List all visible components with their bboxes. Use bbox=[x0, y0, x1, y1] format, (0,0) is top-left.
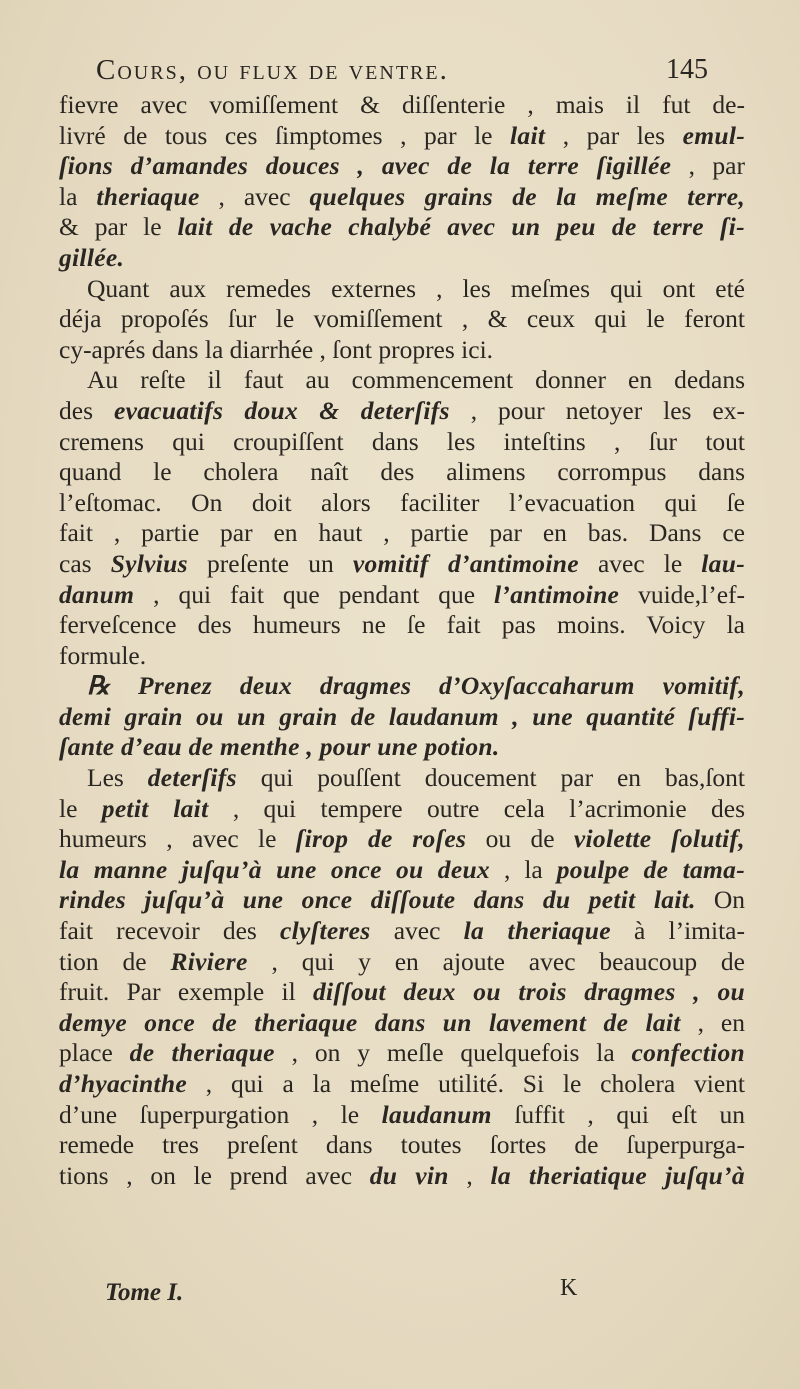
italic-text-run: deterſifs bbox=[147, 763, 237, 793]
text-line bbox=[59, 243, 745, 274]
text-run: d’une ſuperpurgation , le bbox=[59, 1099, 382, 1129]
text-run: avec le bbox=[578, 548, 702, 578]
text-line bbox=[59, 90, 745, 121]
italic-text-run: clyſteres bbox=[280, 916, 371, 946]
text-line bbox=[59, 610, 745, 641]
text-line bbox=[59, 1008, 745, 1039]
text-run: Les bbox=[87, 763, 148, 793]
italic-text-run: la theriaque bbox=[463, 916, 611, 946]
text-run: quand le cholera naît des alimens corrompus dans bbox=[59, 457, 745, 487]
text-line bbox=[59, 855, 745, 886]
body-text bbox=[59, 90, 745, 1191]
signature-mark: K bbox=[560, 1275, 578, 1301]
text-line bbox=[59, 365, 745, 396]
text-run: fruit. Par exemple il bbox=[59, 977, 313, 1007]
italic-text-run: ſante d’eau de menthe , pour une potion. bbox=[59, 732, 500, 762]
text-run: On bbox=[695, 885, 745, 915]
text-line bbox=[59, 580, 745, 611]
text-run: fievre avec vomiſſement & diſſenterie , mais il fut de- bbox=[59, 90, 745, 119]
text-run: , bbox=[448, 1160, 491, 1190]
text-line bbox=[59, 274, 745, 305]
text-run: humeurs , avec le bbox=[59, 824, 296, 854]
text-run: , qui a la meſme utilité. Si le cholera vient bbox=[186, 1069, 745, 1098]
text-run: des bbox=[59, 395, 114, 425]
text-run: & par le bbox=[59, 212, 178, 242]
italic-text-run: demye once de theriaque dans un lavement de lait bbox=[59, 1007, 681, 1037]
italic-text-run: la theriatique juſqu’à bbox=[490, 1160, 745, 1190]
text-run: , qui fait que pendant que bbox=[134, 579, 495, 609]
volume-mark: Tome I. bbox=[105, 1279, 184, 1306]
text-line bbox=[59, 518, 745, 549]
text-line bbox=[59, 212, 745, 243]
text-run: la bbox=[59, 181, 97, 211]
text-run: cy-aprés dans la diarrhée , ſont propres ici. bbox=[59, 334, 494, 364]
italic-text-run: de theriaque bbox=[129, 1038, 275, 1068]
text-line bbox=[59, 947, 745, 978]
italic-text-run: l’antimoine bbox=[494, 579, 620, 609]
text-run: ferveſcence des humeurs ne ſe fait pas moins. Voicy la bbox=[59, 610, 745, 640]
italic-text-run: gillée. bbox=[59, 242, 125, 272]
italic-text-run: du vin bbox=[369, 1160, 449, 1190]
text-run: Au reſte il faut au commencement donner en dedans bbox=[87, 365, 745, 395]
italic-text-run: confection bbox=[631, 1038, 746, 1068]
page-number: 145 bbox=[666, 54, 708, 85]
italic-text-run: ſions d’amandes douces , avec de la terre ſigillée bbox=[59, 151, 672, 181]
italic-text-run: lait de vache chalybé avec un peu de terre ſi- bbox=[177, 212, 745, 242]
text-run: , qui y en ajoute avec beaucoup de bbox=[247, 946, 745, 976]
text-line bbox=[59, 457, 745, 488]
italic-text-run: Riviere bbox=[170, 946, 248, 976]
page-footer bbox=[0, 1275, 800, 1315]
text-line bbox=[59, 1161, 745, 1192]
italic-text-run: emul- bbox=[682, 120, 745, 150]
text-line bbox=[59, 1069, 745, 1100]
italic-text-run: quelques grains de la meſme terre, bbox=[309, 181, 745, 211]
italic-text-run: theriaque bbox=[96, 181, 200, 211]
text-line bbox=[59, 702, 745, 733]
text-line bbox=[59, 182, 745, 213]
text-run: le bbox=[59, 793, 102, 823]
text-line bbox=[59, 885, 745, 916]
text-line bbox=[59, 763, 745, 794]
italic-text-run: la manne juſqu’à une once ou deux bbox=[59, 854, 490, 884]
text-run: , en bbox=[680, 1007, 745, 1037]
text-line bbox=[59, 427, 745, 458]
text-line bbox=[59, 1038, 745, 1069]
text-run: vuide,l’ef- bbox=[619, 579, 746, 609]
text-line bbox=[59, 335, 745, 366]
text-run: ſuffit , qui eſt un bbox=[491, 1099, 745, 1129]
text-line bbox=[59, 916, 745, 947]
italic-text-run: lait bbox=[510, 120, 546, 150]
text-run: cas bbox=[59, 548, 111, 578]
italic-text-run: Sylvius bbox=[110, 548, 188, 578]
running-head: Cours, ou flux de ventre. bbox=[96, 54, 449, 86]
italic-text-run: d’hyacinthe bbox=[59, 1069, 187, 1098]
text-line bbox=[59, 641, 745, 672]
text-run: remede tres preſent dans toutes ſortes de ſuperpurga- bbox=[59, 1130, 745, 1160]
text-line bbox=[59, 1100, 745, 1131]
text-run: , la bbox=[490, 854, 557, 884]
italic-text-run: danum bbox=[59, 579, 135, 609]
text-run: , par bbox=[671, 151, 745, 181]
text-run: à l’imita- bbox=[610, 916, 745, 946]
text-line bbox=[59, 304, 745, 335]
text-line bbox=[59, 1130, 745, 1161]
text-run: , par les bbox=[545, 120, 683, 150]
text-line bbox=[59, 151, 745, 182]
text-line bbox=[59, 794, 745, 825]
text-run: formule. bbox=[59, 640, 147, 670]
text-run: avec bbox=[370, 916, 464, 946]
text-run: , on y meſle quelquefois la bbox=[274, 1038, 632, 1068]
text-run: livré de tous ces ſimptomes , par le bbox=[59, 120, 511, 150]
italic-text-run: petit lait bbox=[101, 793, 209, 823]
text-run: qui pouſſent doucement par en bas,ſont bbox=[236, 763, 745, 793]
italic-text-run: demi grain ou un grain de laudanum , une quantité ſuffi- bbox=[59, 701, 745, 731]
text-run: , qui tempere outre cela l’acrimonie des bbox=[208, 793, 745, 823]
italic-text-run: ſirop de roſes bbox=[295, 824, 467, 854]
italic-text-run: ℞ Prenez deux dragmes d’Oxyſaccaharum vomitif, bbox=[87, 671, 745, 701]
italic-text-run: poulpe de tama- bbox=[556, 854, 745, 884]
italic-text-run: rindes juſqu’à une once diſſoute dans du petit lait. bbox=[59, 885, 696, 915]
text-run: déja propoſés ſur le vomiſſement , & ceux qui le feront bbox=[59, 304, 745, 334]
italic-text-run: evacuatifs doux & deterſifs bbox=[113, 395, 450, 425]
text-run: fait recevoir des bbox=[59, 916, 281, 946]
text-line bbox=[59, 549, 745, 580]
italic-text-run: laudanum bbox=[381, 1099, 492, 1129]
text-run: l’eſtomac. On doit alors faciliter l’evacuation qui ſe bbox=[59, 487, 745, 517]
text-run: fait , partie par en haut , partie par en bas. Dans ce bbox=[59, 518, 745, 548]
italic-text-run: lau- bbox=[701, 548, 746, 578]
text-line bbox=[59, 824, 745, 855]
text-run: Quant aux remedes externes , les meſmes qui ont eté bbox=[87, 273, 745, 303]
text-run: ou de bbox=[466, 824, 574, 854]
italic-text-run: vomitif d’antimoine bbox=[352, 548, 579, 578]
italic-text-run: violette ſolutif, bbox=[573, 824, 745, 854]
text-line bbox=[59, 671, 745, 702]
text-run: place bbox=[59, 1038, 130, 1068]
text-run: cremens qui croupiſſent dans les inteſtins , ſur tout bbox=[59, 426, 745, 456]
text-run: , avec bbox=[199, 181, 310, 211]
text-line bbox=[59, 977, 745, 1008]
text-line bbox=[59, 121, 745, 152]
page-header bbox=[96, 50, 716, 94]
text-run: preſente un bbox=[187, 548, 353, 578]
text-line bbox=[59, 488, 745, 519]
italic-text-run: diſſout deux ou trois dragmes , ou bbox=[312, 977, 745, 1007]
text-line bbox=[59, 396, 745, 427]
text-run: , pour netoyer les ex- bbox=[449, 395, 745, 425]
text-run: tions , on le prend avec bbox=[59, 1160, 370, 1190]
text-line bbox=[59, 732, 745, 763]
text-run: tion de bbox=[59, 946, 171, 976]
